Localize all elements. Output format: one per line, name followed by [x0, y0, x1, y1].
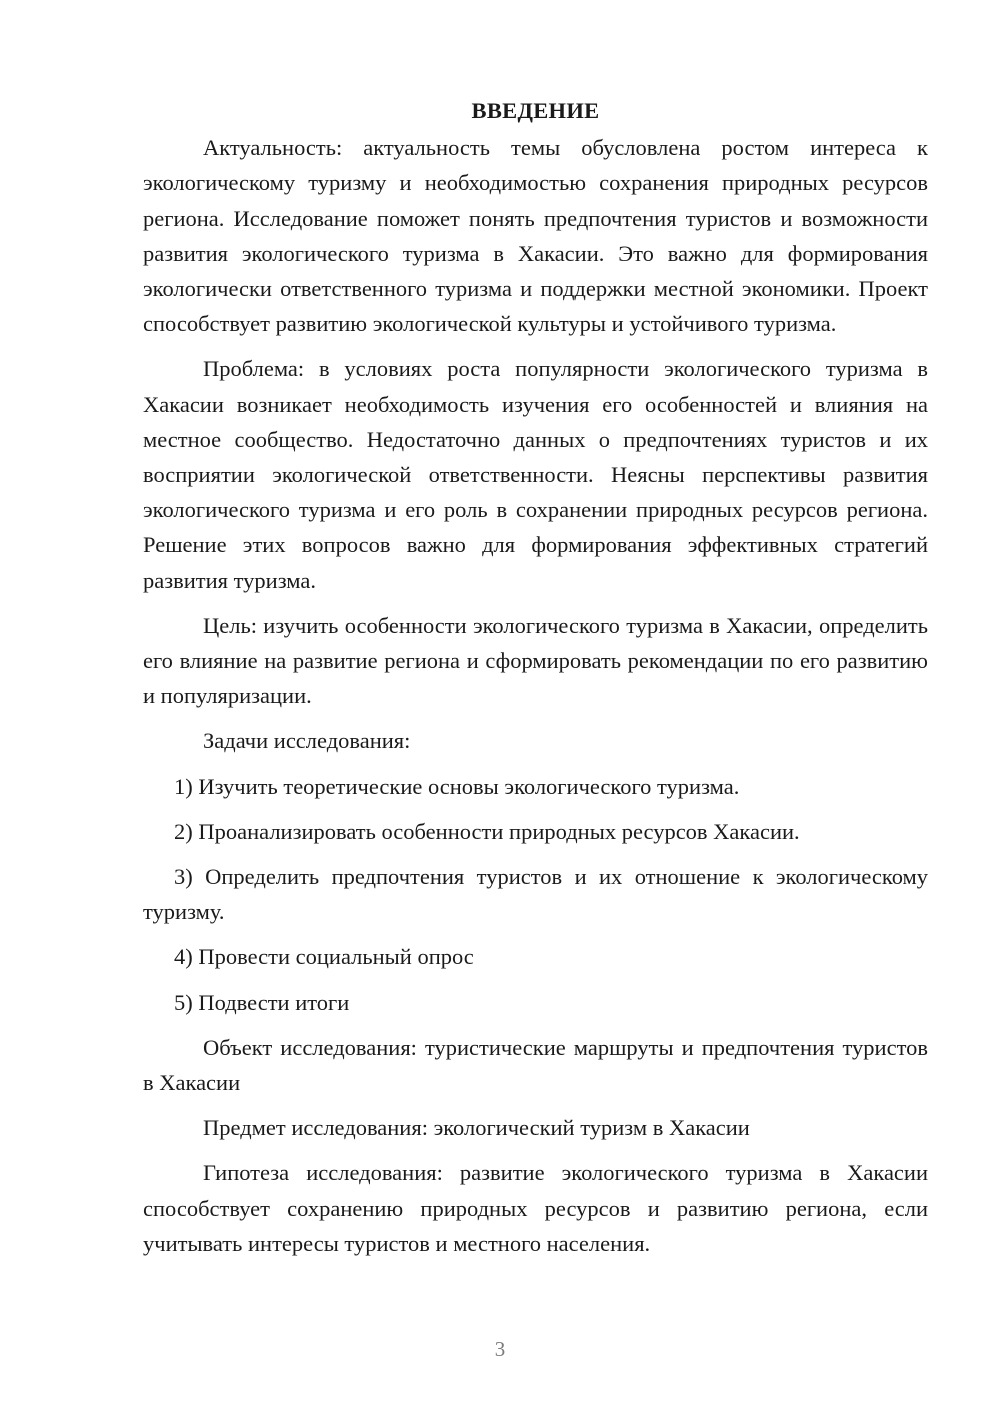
page-content: [143, 93, 928, 1271]
hypothesis-paragraph: Гипотеза исследования: развитие экологического туризма в Хакасии способствует сохранению природных ресурсов и развитию региона, если учитывать интересы туристов и местного населения.: [143, 1160, 928, 1256]
task-item-4: 4) Провести социальный опрос: [174, 944, 474, 970]
problem-paragraph: Проблема: в условиях роста популярности экологического туризма в Хакасии возникает необходимость изучения его особенностей и влияния на местное сообщество. Недостаточно данных о предпочтениях туристов и их восприятии экологической ответственности. Неясны перспективы развития экологического туризма и его роль в сохранении природных ресурсов региона. Решение этих вопросов важно для формирования эффективных стратегий развития туризма.: [143, 356, 928, 593]
section-heading: ВВЕДЕНИЕ: [471, 98, 600, 123]
tasks-title: Задачи исследования:: [203, 728, 411, 754]
task-item-5: 5) Подвести итоги: [174, 989, 350, 1015]
task-item-2: 2) Проанализировать особенности природных ресурсов Хакасии.: [174, 818, 800, 844]
object-paragraph: Объект исследования: туристические маршруты и предпочтения туристов в Хакасии: [143, 1034, 928, 1096]
task-item-1: 1) Изучить теоретические основы экологического туризма.: [174, 773, 740, 799]
subject-paragraph: Предмет исследования: экологический туризм в Хакасии: [203, 1115, 750, 1141]
task-item-3: 3) Определить предпочтения туристов и их отношение к экологическому туризму.: [143, 864, 928, 925]
page-number: 3: [494, 1337, 506, 1361]
goal-paragraph: Цель: изучить особенности экологического туризма в Хакасии, определить его влияние на развитие региона и сформировать рекомендации по его развитию и популяризации.: [143, 612, 928, 709]
relevance-paragraph: Актуальность: актуальность темы обусловлена ростом интереса к экологическому туризму и необходимостью сохранения природных ресурсов региона. Исследование поможет понять предпочтения туристов и возможности развития экологического туризма в Хакасии. Это важно для формирования экологически ответственного туризма и поддержки местной экономики. Проект способствует развитию экологической культуры и устойчивого туризма.: [143, 135, 928, 337]
